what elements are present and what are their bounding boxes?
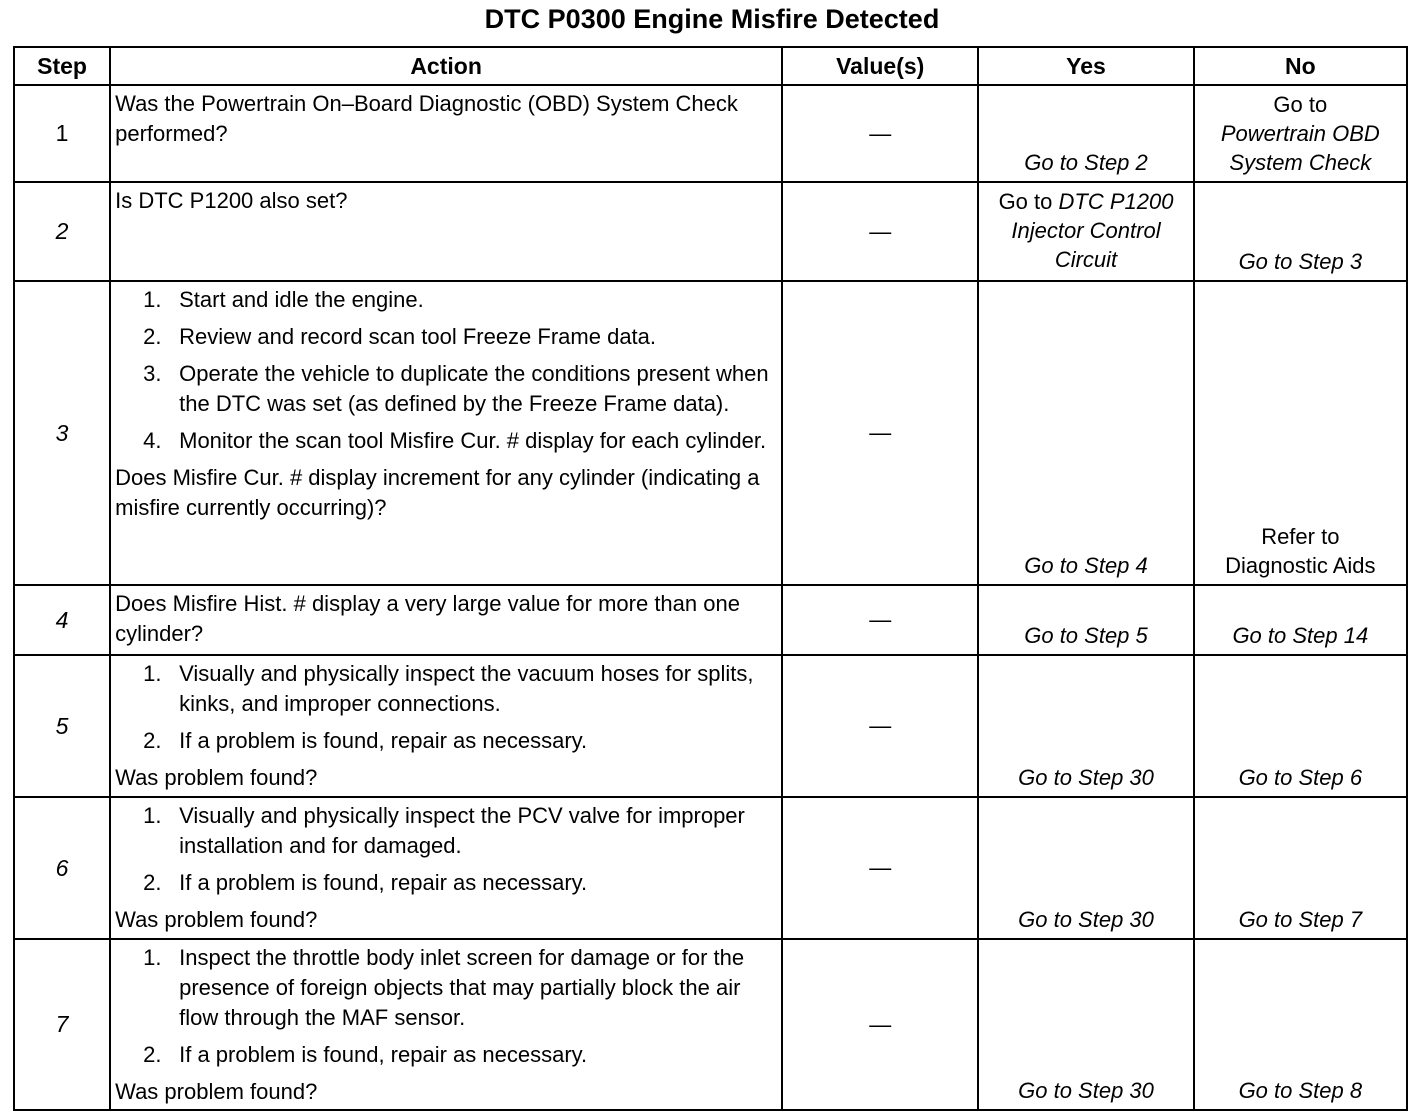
no-cell <box>1194 655 1407 797</box>
no-cell <box>1194 585 1407 655</box>
list-item: 2. If a problem is found, repair as necessary. <box>143 1042 588 1067</box>
yes-link[interactable]: Go to Step 5 <box>1024 623 1148 648</box>
yes-cell <box>978 797 1193 939</box>
no-cell <box>1194 85 1407 182</box>
yes-cell <box>978 939 1193 1110</box>
action-cell <box>110 85 782 182</box>
action-cell <box>110 797 782 939</box>
no-link[interactable]: Refer to Diagnostic Aids <box>1225 524 1376 578</box>
action-question: Does Misfire Hist. # display a very large value for more than one cylinder? <box>115 591 740 646</box>
step-number: 3 <box>14 281 110 585</box>
action-question: Was problem found? <box>115 907 318 932</box>
action-question: Does Misfire Cur. # display increment for any cylinder (indicating a misfire currently occurring)? <box>115 465 760 520</box>
action-cell <box>110 281 782 585</box>
value-cell: — <box>782 655 978 797</box>
action-cell <box>110 585 782 655</box>
table-row <box>14 797 1407 939</box>
yes-target-name: Injector Control Circuit <box>1011 218 1161 272</box>
table-row <box>14 585 1407 655</box>
header-no: No <box>1194 47 1407 85</box>
value-cell: — <box>782 585 978 655</box>
action-cell <box>110 939 782 1110</box>
action-question: Is DTC P1200 also set? <box>115 188 348 213</box>
table-row <box>14 655 1407 797</box>
table-row <box>14 281 1407 585</box>
list-item: 4. Monitor the scan tool Misfire Cur. # display for each cylinder. <box>143 428 767 453</box>
no-cell <box>1194 281 1407 585</box>
value-cell: — <box>782 182 978 281</box>
action-list <box>115 943 777 1070</box>
yes-link[interactable]: Go to Step 30 <box>1018 1078 1154 1103</box>
yes-cell <box>978 585 1193 655</box>
header-values: Value(s) <box>782 47 978 85</box>
list-item: 2. If a problem is found, repair as necessary. <box>143 728 588 753</box>
no-link[interactable] <box>1195 90 1406 177</box>
yes-cell <box>978 655 1193 797</box>
page-title: DTC P0300 Engine Misfire Detected <box>484 4 940 34</box>
table-row <box>14 85 1407 182</box>
yes-link[interactable]: Go to Step 30 <box>1018 765 1154 790</box>
no-link[interactable]: Go to Step 14 <box>1232 623 1369 648</box>
action-list <box>115 801 777 898</box>
header-action: Action <box>110 47 782 85</box>
value-cell: — <box>782 85 978 182</box>
list-item: 3. Operate the vehicle to duplicate the conditions present when the DTC was set (as defined by the Freeze Frame data). <box>143 361 769 416</box>
step-number: 1 <box>14 85 110 182</box>
list-item: 1. Inspect the throttle body inlet screen for damage or for the presence of foreign objects that may partially block the air flow through the MAF sensor. <box>143 945 745 1030</box>
action-question: Was the Powertrain On–Board Diagnostic (OBD) System Check performed? <box>115 91 738 146</box>
value-cell: — <box>782 281 978 585</box>
action-list <box>115 659 777 756</box>
list-item: 1. Start and idle the engine. <box>143 287 424 312</box>
no-prefix: Go to <box>1273 92 1328 117</box>
yes-cell <box>978 85 1193 182</box>
action-cell <box>110 655 782 797</box>
no-link[interactable]: Go to Step 3 <box>1238 249 1363 274</box>
action-question: Was problem found? <box>115 765 318 790</box>
list-item: 1. Visually and physically inspect the PCV valve for improper installation and for damaged. <box>143 803 745 858</box>
yes-link[interactable] <box>979 187 1192 274</box>
action-cell <box>110 182 782 281</box>
no-link[interactable]: Go to Step 7 <box>1238 907 1363 932</box>
yes-link[interactable]: Go to Step 2 <box>1024 150 1148 175</box>
list-item: 2. Review and record scan tool Freeze Frame data. <box>143 324 657 349</box>
yes-link[interactable]: Go to Step 4 <box>1024 553 1148 578</box>
action-question: Was problem found? <box>115 1079 318 1104</box>
step-number: 6 <box>14 797 110 939</box>
diagnostic-table <box>13 46 1408 1111</box>
no-link[interactable]: Go to Step 6 <box>1238 765 1363 790</box>
value-cell: — <box>782 797 978 939</box>
action-list <box>115 285 777 456</box>
no-cell <box>1194 182 1407 281</box>
step-number: 2 <box>14 182 110 281</box>
header-step: Step <box>14 47 110 85</box>
list-item: 2. If a problem is found, repair as necessary. <box>143 870 588 895</box>
yes-link[interactable]: Go to Step 30 <box>1018 907 1154 932</box>
no-cell <box>1194 939 1407 1110</box>
yes-cell <box>978 281 1193 585</box>
header-row <box>14 47 1407 85</box>
value-cell: — <box>782 939 978 1110</box>
yes-prefix: Go to <box>998 189 1053 214</box>
header-yes: Yes <box>978 47 1193 85</box>
list-item: 1. Visually and physically inspect the vacuum hoses for splits, kinks, and improper connections. <box>143 661 754 716</box>
no-target: Powertrain OBD System Check <box>1220 121 1380 175</box>
step-number: 7 <box>14 939 110 1110</box>
no-cell <box>1194 797 1407 939</box>
step-number: 4 <box>14 585 110 655</box>
yes-target-code: DTC P1200 <box>1058 189 1174 214</box>
yes-cell <box>978 182 1193 281</box>
table-row <box>14 182 1407 281</box>
table-row <box>14 939 1407 1110</box>
step-number: 5 <box>14 655 110 797</box>
no-link[interactable]: Go to Step 8 <box>1238 1078 1363 1103</box>
